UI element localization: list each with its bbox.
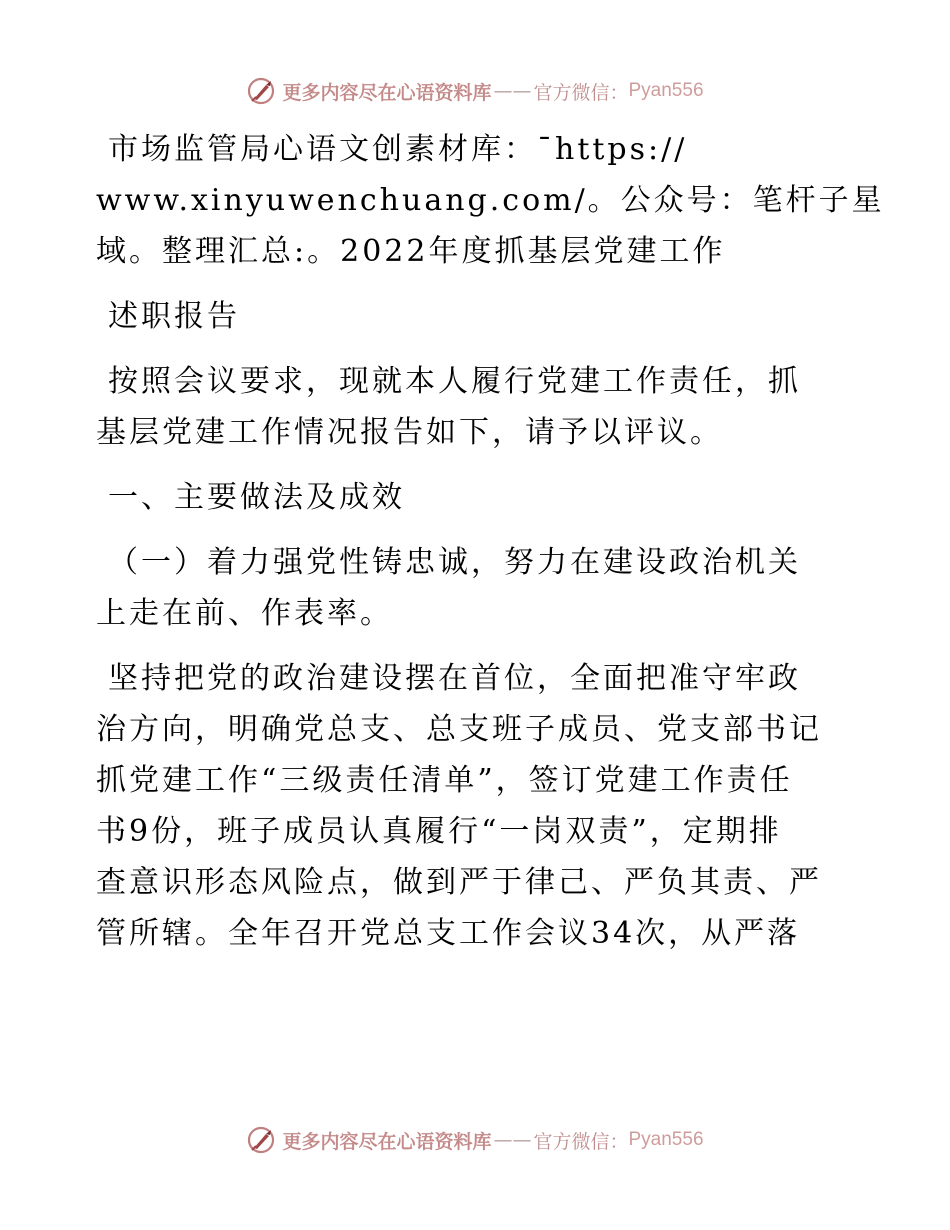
subsection-line: （一）着力强党性铸忠诚，努力在建设政治机关	[108, 545, 801, 580]
opening-line: 按照会议要求，现就本人履行党建工作责任，抓	[108, 364, 801, 399]
subsection-heading	[96, 537, 866, 639]
watermark-label: 官方微信：	[533, 81, 629, 104]
watermark-footer	[0, 1123, 950, 1157]
watermark-separator: ——	[493, 80, 532, 102]
watermark-text: 更多内容尽在心语资料库	[282, 1130, 492, 1153]
watermark-text: 更多内容尽在心语资料库	[282, 81, 492, 104]
body-paragraph	[96, 653, 866, 959]
body-line: 管所辖。全年召开党总支工作会议34次，从严落	[96, 916, 801, 951]
watermark-header	[0, 74, 950, 108]
body-line: 坚持把党的政治建设摆在首位，全面把准守牢政	[108, 661, 801, 696]
body-line: 书9份，班子成员认真履行“一岗双责”，定期排	[96, 814, 782, 849]
watermark-wechat-id: Pyan556	[628, 80, 704, 101]
watermark-separator: ——	[493, 1129, 532, 1151]
section-heading	[96, 472, 866, 523]
opening-line: 基层党建工作情况报告如下，请予以评议。	[96, 415, 723, 450]
document-title	[96, 291, 866, 342]
intro-line: 域。整理汇总:。2022年度抓基层党建工作	[96, 234, 726, 269]
subsection-line: 上走在前、作表率。	[96, 596, 393, 631]
section-heading-text: 一、主要做法及成效	[108, 480, 405, 515]
body-line: 查意识形态风险点，做到严于律己、严负其责、严	[96, 865, 822, 900]
intro-paragraph	[96, 124, 885, 277]
title-text: 述职报告	[108, 299, 240, 334]
body-line: 治方向，明确党总支、总支班子成员、党支部书记	[96, 712, 822, 747]
watermark-label: 官方微信：	[533, 1130, 629, 1153]
intro-line: www.xinyuwenchuang.com/。公众号：笔杆子星	[96, 183, 885, 218]
intro-line: 市场监管局心语文创素材库：¯https://	[108, 132, 688, 167]
document-body	[96, 124, 885, 973]
opening-paragraph	[96, 356, 866, 458]
body-line: 抓党建工作“三级责任清单”，签订党建工作责任	[96, 763, 793, 798]
quill-logo-icon	[246, 1125, 276, 1155]
quill-logo-icon	[246, 76, 276, 106]
watermark-wechat-id: Pyan556	[628, 1129, 704, 1150]
